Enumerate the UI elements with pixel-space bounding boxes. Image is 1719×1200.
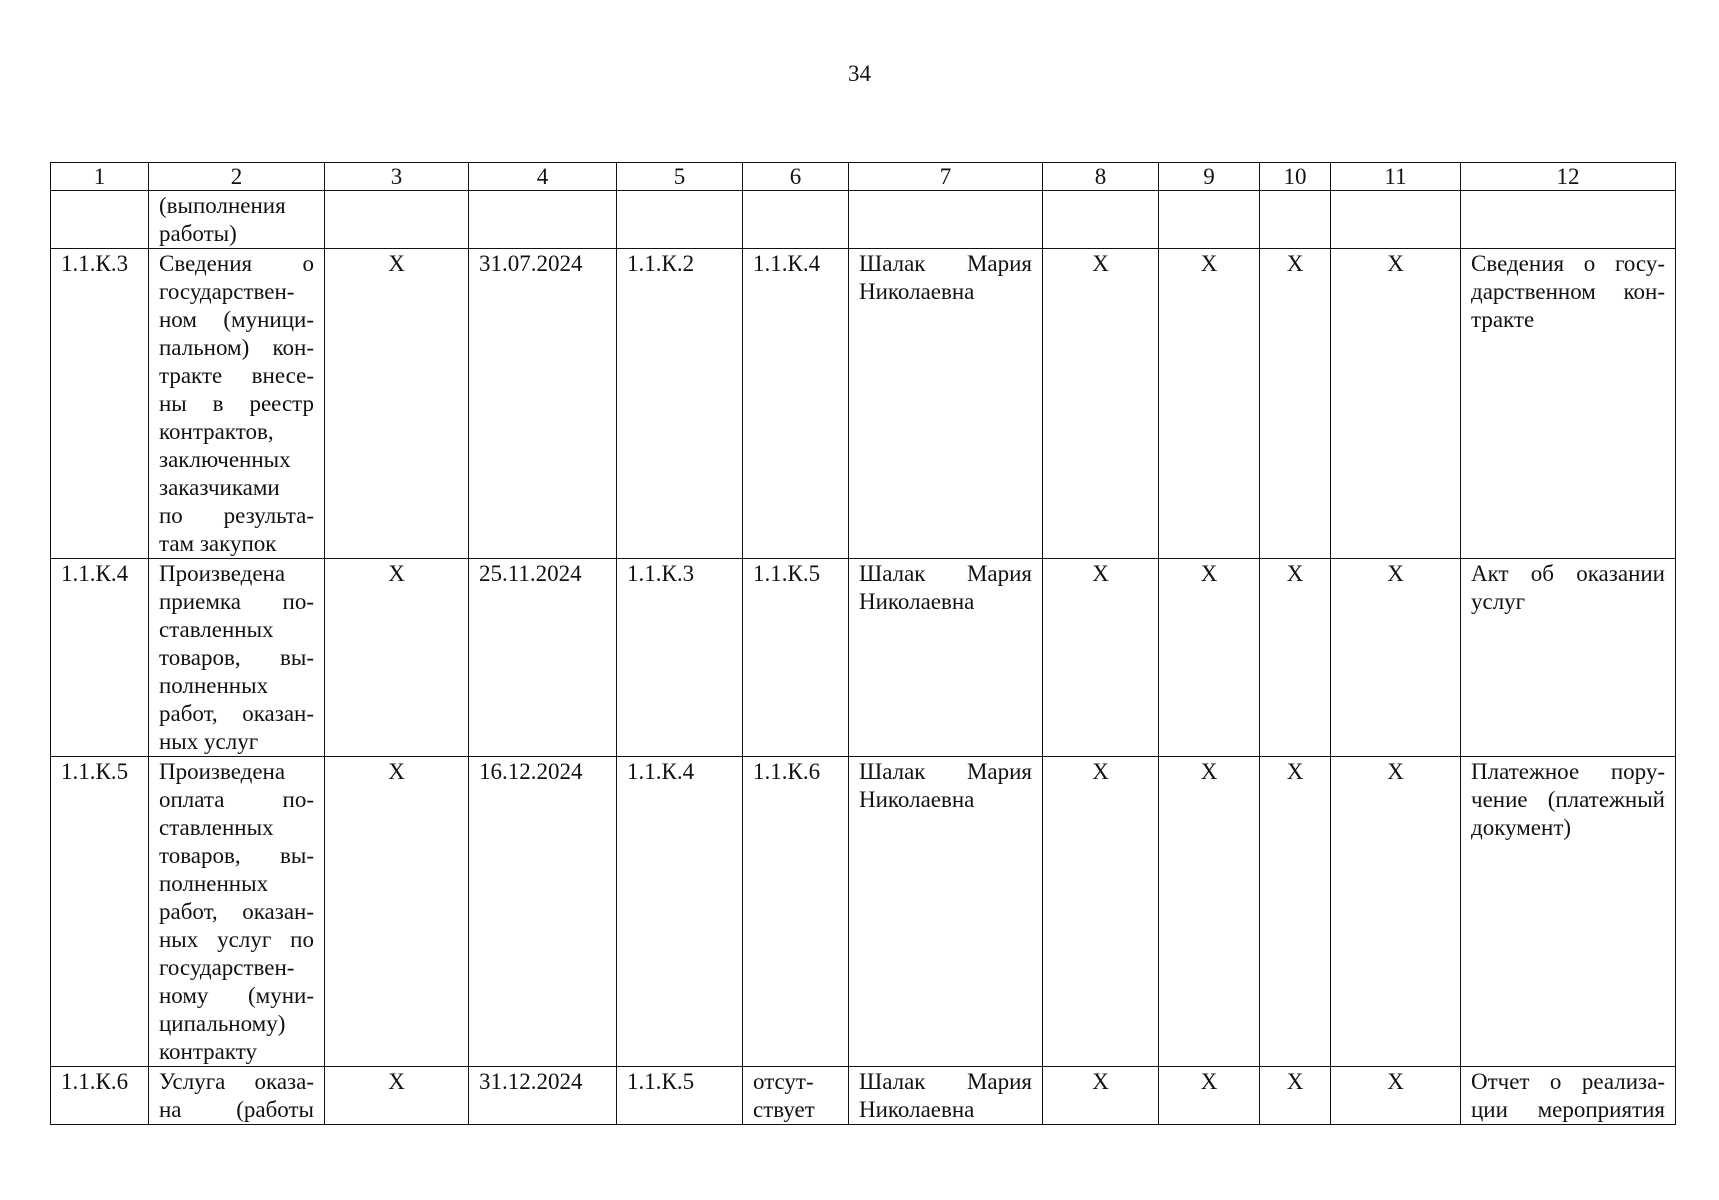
x-mark: X (1260, 757, 1331, 1067)
table-cell (325, 191, 469, 249)
date-cell: 16.12.2024 (469, 757, 617, 1067)
description-line: заказчиками (159, 475, 280, 500)
document-line: дарственном кон- (1471, 279, 1665, 304)
description-cell (149, 757, 325, 1067)
table-cell (469, 191, 617, 249)
description-line: Произведена (159, 561, 286, 586)
document-line: Отчет о реализа- (1471, 1069, 1665, 1094)
description-line: оплата по- (159, 787, 314, 812)
previous-event-cell: 1.1.К.3 (617, 559, 743, 757)
description-line: (выполнения (159, 193, 286, 218)
responsible-line: Николаевна (859, 787, 975, 812)
previous-event-cell: 1.1.К.5 (617, 1067, 743, 1125)
description-line: там закупок (159, 531, 277, 556)
document-cell (1461, 559, 1676, 757)
description-cell (149, 191, 325, 249)
responsible-line: Николаевна (859, 1097, 975, 1122)
description-line: работы) (159, 221, 237, 246)
next-event-cell: 1.1.К.4 (743, 249, 849, 559)
responsible-cell (849, 1067, 1043, 1125)
header-cell: 5 (617, 163, 743, 191)
description-cell (149, 1067, 325, 1125)
description-line: Услуга оказа- (159, 1069, 314, 1094)
header-row (51, 163, 1676, 191)
x-mark: X (1159, 757, 1260, 1067)
previous-event-cell: 1.1.К.2 (617, 249, 743, 559)
x-mark: X (1159, 249, 1260, 559)
description-line: товаров, вы- (159, 645, 314, 670)
previous-event-cell: 1.1.К.4 (617, 757, 743, 1067)
table-cell (1331, 191, 1461, 249)
table-cell (1461, 191, 1676, 249)
x-mark: X (1331, 757, 1461, 1067)
document-cell (1461, 757, 1676, 1067)
description-cell (149, 249, 325, 559)
header-cell: 6 (743, 163, 849, 191)
table-cell (617, 191, 743, 249)
code-cell: 1.1.К.6 (51, 1067, 149, 1125)
document-line: Сведения о госу- (1471, 251, 1665, 276)
next-event-cell: 1.1.К.6 (743, 757, 849, 1067)
document-line: тракте (1471, 307, 1535, 332)
description-line: Произведена (159, 759, 286, 784)
description-line: на (работы (159, 1097, 314, 1122)
description-line: работ, оказан- (159, 899, 314, 924)
code-cell: 1.1.К.4 (51, 559, 149, 757)
code-cell: 1.1.К.3 (51, 249, 149, 559)
x-mark: X (325, 757, 469, 1067)
description-line: ном (муници- (159, 307, 314, 332)
date-cell: 25.11.2024 (469, 559, 617, 757)
table-row (51, 757, 1676, 1067)
table-row (51, 191, 1676, 249)
responsible-line: Николаевна (859, 589, 975, 614)
x-mark: X (1260, 249, 1331, 559)
description-line: ному (муни- (159, 983, 314, 1008)
description-line: государствен- (159, 279, 295, 304)
description-line: тракте внесе- (159, 363, 314, 388)
x-mark: X (1331, 1067, 1461, 1125)
document-line: Платежное пору- (1471, 759, 1665, 784)
x-mark: X (1043, 1067, 1159, 1125)
header-cell: 8 (1043, 163, 1159, 191)
table-cell (849, 191, 1043, 249)
description-line: товаров, вы- (159, 843, 314, 868)
description-line: полненных (159, 871, 269, 896)
code-cell: 1.1.К.5 (51, 757, 149, 1067)
x-mark: X (1260, 1067, 1331, 1125)
x-mark: X (1043, 249, 1159, 559)
description-line: ставленных (159, 815, 274, 840)
header-cell: 1 (51, 163, 149, 191)
description-line: по результа- (159, 503, 314, 528)
document-line: чение (платежный (1471, 787, 1665, 812)
table-cell (1260, 191, 1331, 249)
responsible-cell (849, 757, 1043, 1067)
description-line: полненных (159, 673, 269, 698)
document-cell (1461, 1067, 1676, 1125)
schedule-table (50, 162, 1676, 1125)
description-line: ных услуг (159, 729, 259, 754)
header-cell: 2 (149, 163, 325, 191)
responsible-line: Николаевна (859, 279, 975, 304)
x-mark: X (1159, 559, 1260, 757)
header-cell: 9 (1159, 163, 1260, 191)
description-line: ставленных (159, 617, 274, 642)
responsible-cell (849, 559, 1043, 757)
description-line: контракту (159, 1039, 257, 1064)
x-mark: X (1260, 559, 1331, 757)
table-row (51, 249, 1676, 559)
x-mark: X (1159, 1067, 1260, 1125)
description-line: ны в реестр (159, 391, 314, 416)
header-cell: 12 (1461, 163, 1676, 191)
code-cell (51, 191, 149, 249)
date-cell: 31.07.2024 (469, 249, 617, 559)
x-mark: X (1043, 559, 1159, 757)
description-line: пальном) кон- (159, 335, 314, 360)
responsible-line: Шалак Мария (859, 561, 1032, 586)
description-line: контрактов, (159, 419, 274, 444)
description-line: Сведения о (159, 251, 314, 276)
description-line: ципальному) (159, 1011, 286, 1036)
header-cell: 7 (849, 163, 1043, 191)
x-mark: X (325, 249, 469, 559)
next-event-line: ствует (753, 1097, 815, 1122)
description-cell (149, 559, 325, 757)
next-event-cell (743, 1067, 849, 1125)
next-event-cell: 1.1.К.5 (743, 559, 849, 757)
responsible-line: Шалак Мария (859, 1069, 1032, 1094)
responsible-line: Шалак Мария (859, 251, 1032, 276)
document-line: услуг (1471, 589, 1526, 614)
x-mark: X (1043, 757, 1159, 1067)
table-row (51, 1067, 1676, 1125)
x-mark: X (1331, 249, 1461, 559)
next-event-line: отсут- (753, 1069, 814, 1094)
header-cell: 10 (1260, 163, 1331, 191)
header-cell: 11 (1331, 163, 1461, 191)
x-mark: X (325, 559, 469, 757)
header-cell: 3 (325, 163, 469, 191)
table-row (51, 559, 1676, 757)
description-line: работ, оказан- (159, 701, 314, 726)
document-line: Акт об оказании (1471, 561, 1665, 586)
page-number: 34 (848, 61, 871, 86)
description-line: заключенных (159, 447, 291, 472)
x-mark: X (1331, 559, 1461, 757)
date-cell: 31.12.2024 (469, 1067, 617, 1125)
responsible-line: Шалак Мария (859, 759, 1032, 784)
table-cell (1159, 191, 1260, 249)
description-line: приемка по- (159, 589, 314, 614)
table-cell (1043, 191, 1159, 249)
responsible-cell (849, 249, 1043, 559)
description-line: государствен- (159, 955, 295, 980)
document-cell (1461, 249, 1676, 559)
header-cell: 4 (469, 163, 617, 191)
x-mark: X (325, 1067, 469, 1125)
document-line: документ) (1471, 815, 1572, 840)
table-cell (743, 191, 849, 249)
document-line: ции мероприятия (1471, 1097, 1665, 1122)
description-line: ных услуг по (159, 927, 314, 952)
